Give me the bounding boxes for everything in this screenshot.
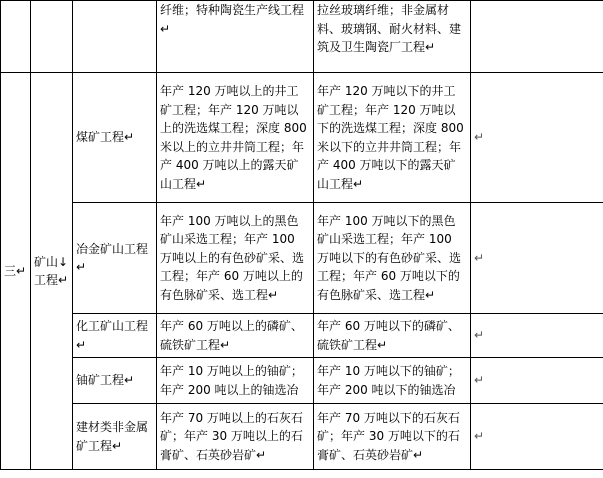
table-row <box>1 358 603 404</box>
project-name-cell: 化工矿山工程↵ <box>73 314 157 358</box>
section-number-cell: 三↵ <box>1 73 31 470</box>
table-row <box>1 314 603 358</box>
note-cell: ↵ <box>471 358 603 404</box>
cell-empty <box>1 1 31 73</box>
project-name-cell: 冶金矿山工程↵ <box>73 203 157 314</box>
medium-scale-cell: 拉丝玻璃纤维；非金属材料、玻璃钢、耐火材料、建筑及卫生陶瓷厂工程↵ <box>314 1 471 73</box>
large-scale-cell: 年产 60 万吨以上的磷矿、硫铁矿工程↵ <box>157 314 314 358</box>
medium-scale-cell: 年产 70 万吨以下的石灰石矿；年产 30 万吨以下的石膏矿、石英砂岩矿↵ <box>314 404 471 470</box>
note-cell: ↵ <box>471 203 603 314</box>
large-scale-cell: 年产 100 万吨以上的黑色矿山采选工程；年产 100 万吨以上的有色砂矿采、选工程；年产 60 万吨以上的有色脉矿采、选工程↵ <box>157 203 314 314</box>
large-scale-cell: 纤维；特种陶瓷生产线工程↵ <box>157 1 314 73</box>
note-cell: ↵ <box>471 404 603 470</box>
large-scale-cell: 年产 10 万吨以上的铀矿；年产 200 吨以上的铀选冶 <box>157 358 314 404</box>
cell-empty <box>73 1 157 73</box>
large-scale-cell: 年产 120 万吨以上的井工矿工程；年产 120 万吨以上的洗选煤工程；深度 800 米以上的立井井筒工程；年产 400 万吨以上的露天矿山工程↵ <box>157 73 314 203</box>
medium-scale-cell: 年产 120 万吨以下的井工矿工程；年产 120 万吨以下的洗选煤工程；深度 800 米以下的立井井筒工程；年产 400 万吨以下的露天矿山工程↵ <box>314 73 471 203</box>
table-row-continued <box>1 1 603 73</box>
note-cell: ↵ <box>471 314 603 358</box>
table-row <box>1 73 603 203</box>
section-name-cell: 矿山↓工程↵ <box>31 73 73 470</box>
medium-scale-cell: 年产 60 万吨以下的磷矿、硫铁矿工程↵ <box>314 314 471 358</box>
medium-scale-cell: 年产 100 万吨以下的黑色矿山采选工程；年产 100 万吨以下的有色砂矿采、选工程；年产 60 万吨以下的有色脉矿采、选工程↵ <box>314 203 471 314</box>
cell-empty <box>471 1 603 73</box>
table-row <box>1 404 603 470</box>
large-scale-cell: 年产 70 万吨以上的石灰石矿；年产 30 万吨以上的石膏矿、石英砂岩矿↵ <box>157 404 314 470</box>
project-name-cell: 铀矿工程↵ <box>73 358 157 404</box>
cell-empty <box>31 1 73 73</box>
project-name-cell: 建材类非金属矿工程↵ <box>73 404 157 470</box>
medium-scale-cell: 年产 10 万吨以下的铀矿；年产 200 吨以下的铀选冶 <box>314 358 471 404</box>
project-name-cell: 煤矿工程↵ <box>73 73 157 203</box>
table-row <box>1 203 603 314</box>
note-cell: ↵ <box>471 73 603 203</box>
